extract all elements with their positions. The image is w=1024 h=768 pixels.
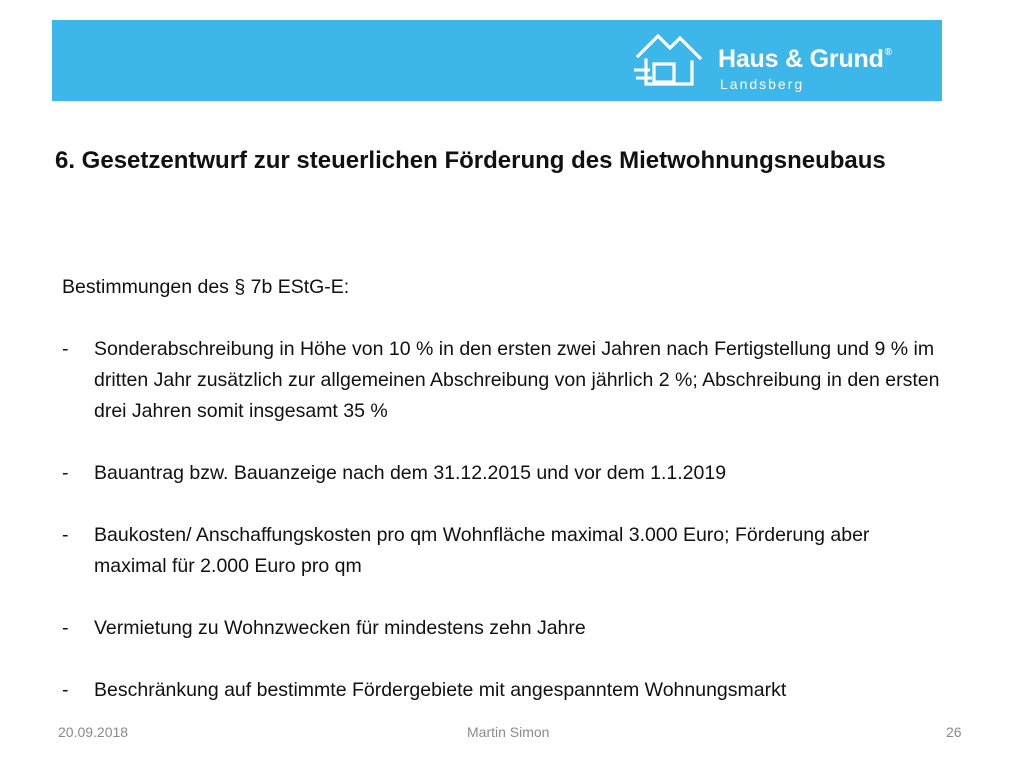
logo-name: Haus & Grund® [718, 45, 892, 73]
bullet-item [62, 613, 942, 644]
haus-und-grund-logo [630, 28, 930, 94]
footer-date: 20.09.2018 [58, 724, 129, 740]
registered-mark: ® [884, 47, 892, 58]
page-number: 26 [946, 724, 962, 740]
bullet-text: Beschränkung auf bestimmte Fördergebiete mit angespanntem Wohnungsmarkt [94, 679, 787, 701]
bullet-dash: - [62, 338, 69, 360]
bullet-item [62, 334, 942, 427]
header-band [52, 20, 942, 101]
subheading: Bestimmungen des § 7b EStG-E: [62, 276, 350, 298]
bullet-dash: - [62, 679, 69, 701]
bullet-item [62, 458, 942, 489]
slide-content [62, 272, 942, 706]
bullet-text: Bauantrag bzw. Bauanzeige nach dem 31.12.2015 und vor dem 1.1.2019 [94, 462, 727, 484]
logo-subtitle: Landsberg [720, 76, 805, 92]
slide-title: 6. Gesetzentwurf zur steuerlichen Förderung des Mietwohnungsneubaus [55, 147, 886, 174]
bullet-item [62, 675, 942, 706]
bullet-text: Baukosten/ Anschaffungskosten pro qm Wohnfläche maximal 3.000 Euro; Förderung aber maximal für 2.000 Euro pro qm [94, 524, 870, 577]
footer-author: Martin Simon [467, 724, 550, 740]
bullet-dash: - [62, 524, 69, 546]
house-icon [630, 28, 710, 94]
bullet-dash: - [62, 617, 69, 639]
bullet-dash: - [62, 462, 69, 484]
bullet-text: Vermietung zu Wohnzwecken für mindestens zehn Jahre [94, 617, 586, 639]
bullet-text: Sonderabschreibung in Höhe von 10 % in den ersten zwei Jahren nach Fertigstellung und 9 % im dritten Jahr zusätzlich zur allgemeinen Abschreibung von jährlich 2 %; Abschreibung in den ersten drei Jahren somit insgesamt 35 % [94, 338, 940, 422]
bullet-list [62, 334, 942, 706]
bullet-item [62, 520, 942, 582]
